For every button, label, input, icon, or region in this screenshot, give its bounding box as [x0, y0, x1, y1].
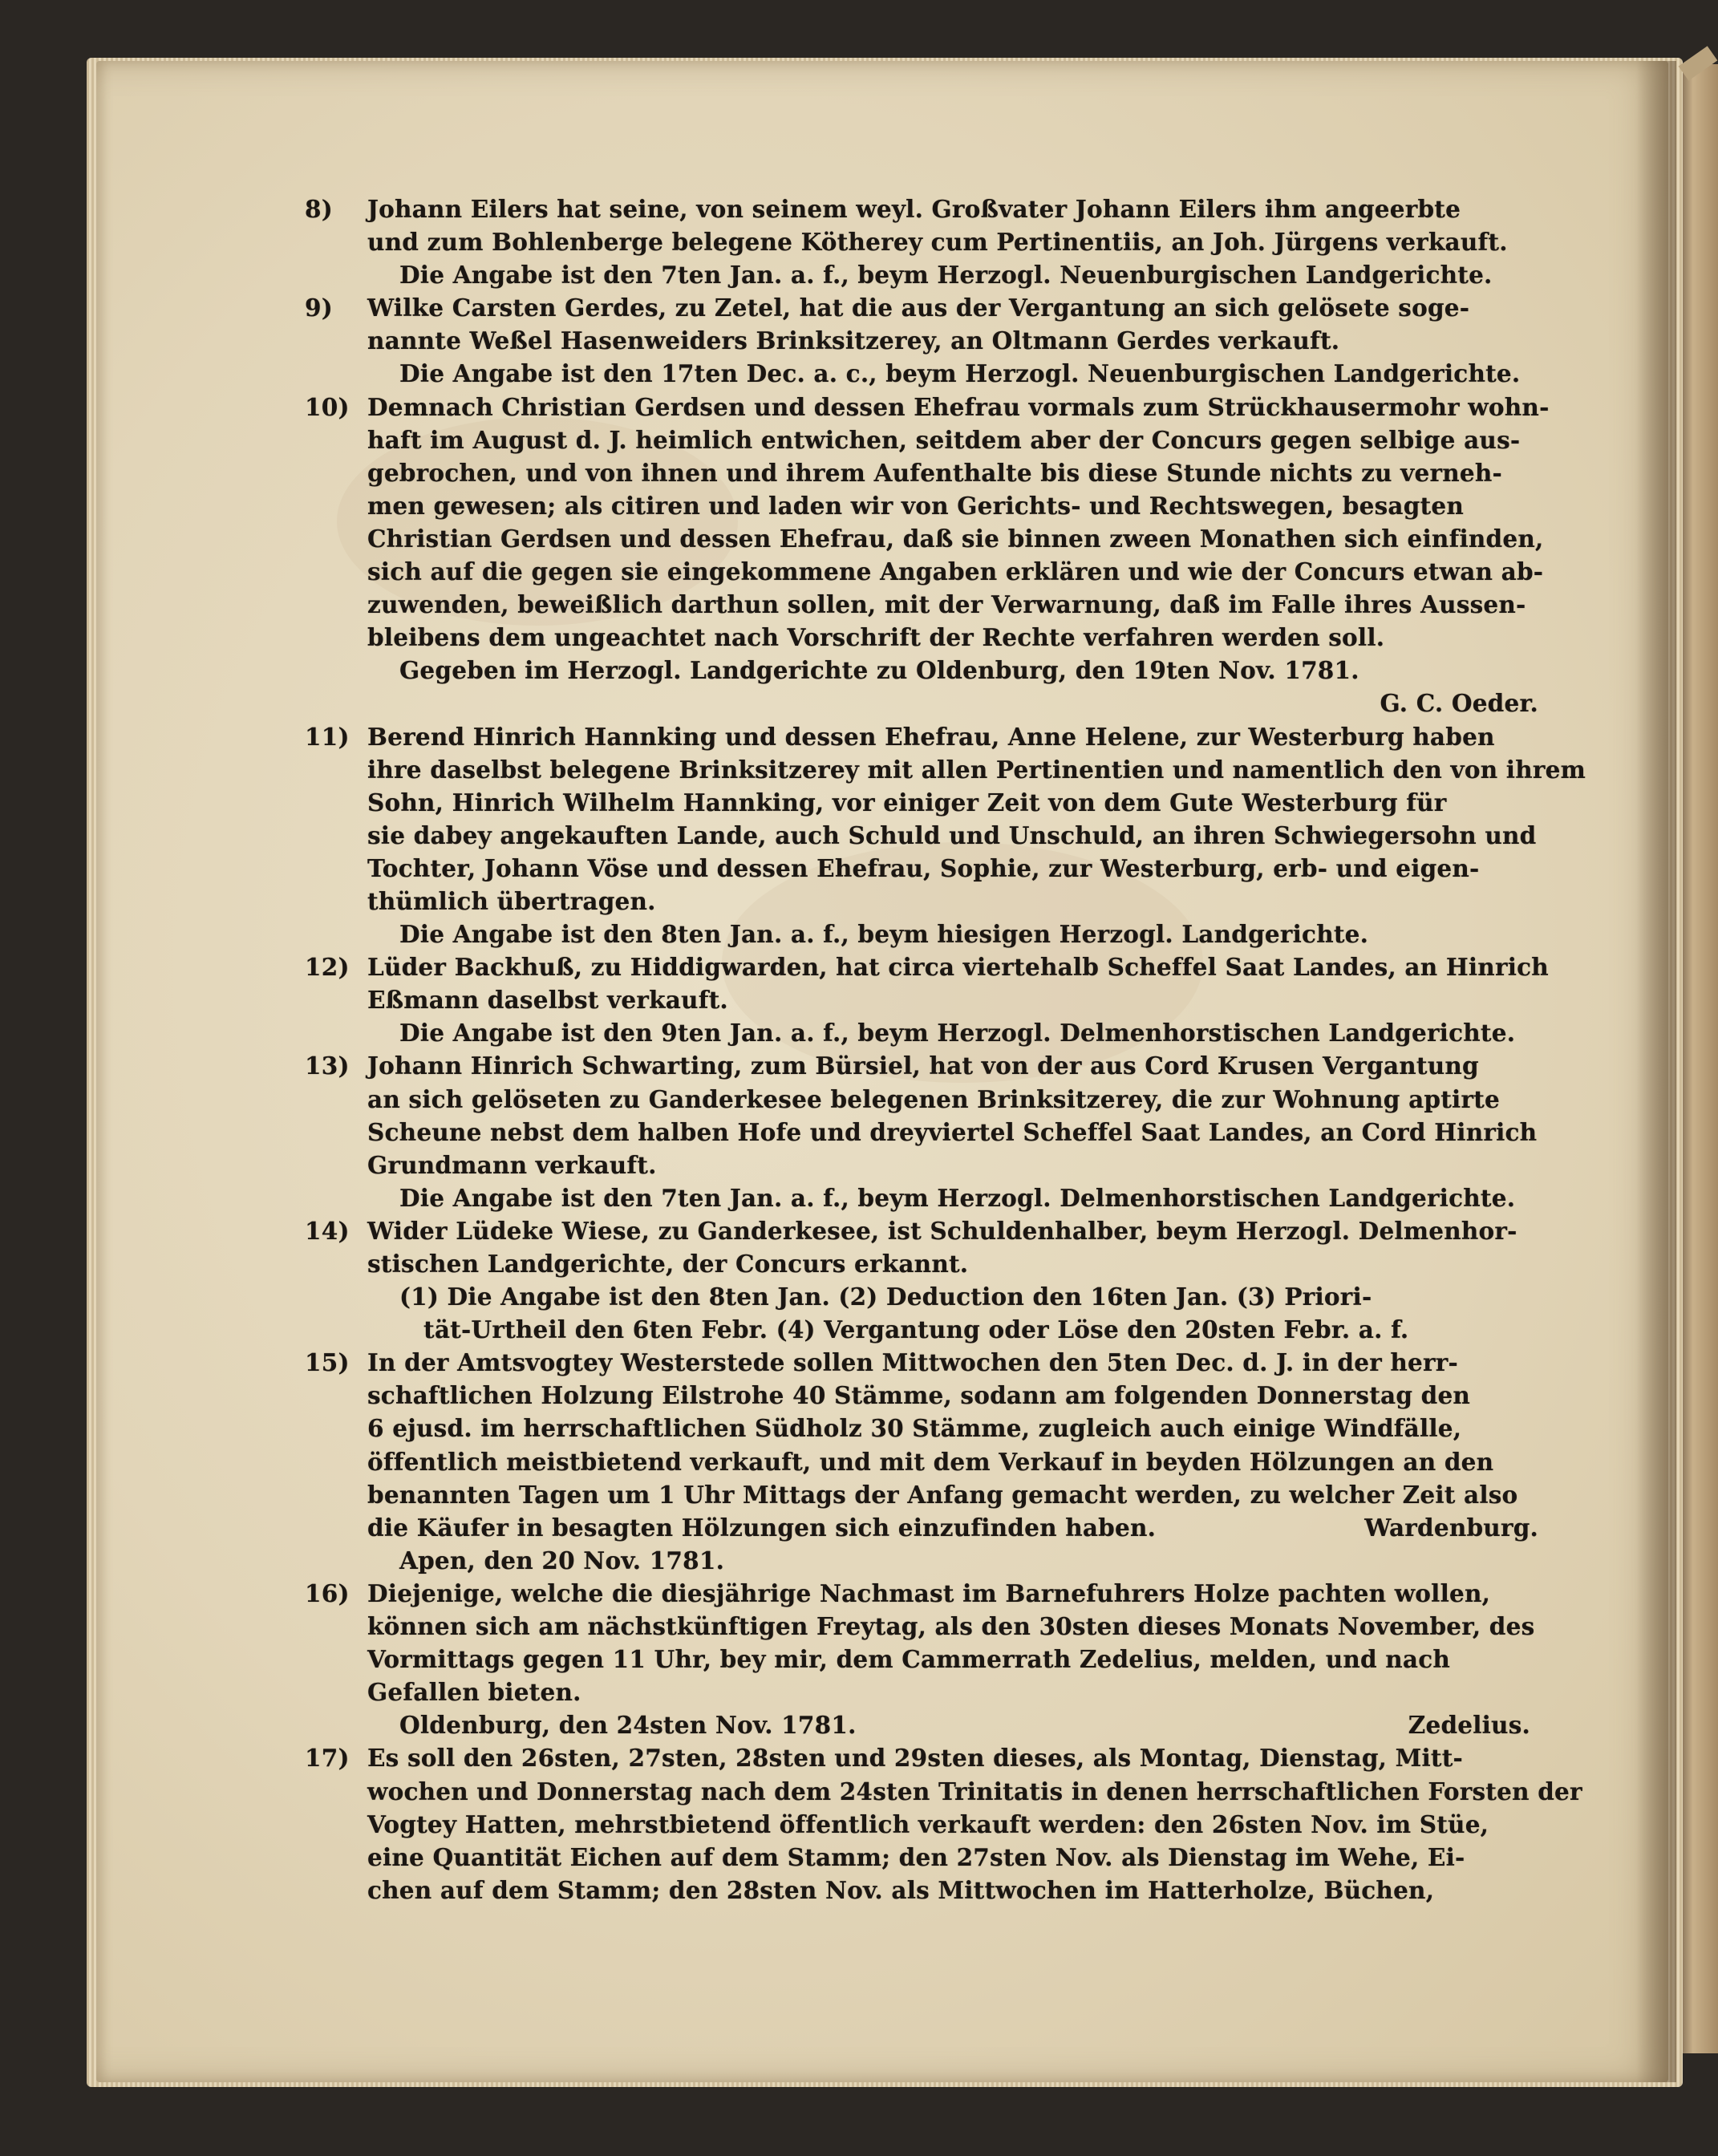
text-line: wochen und Donnerstag nach dem 24sten Trinitatis in denen herrschaftlichen Forsten der	[367, 1777, 1582, 1805]
entry-note: Gegeben im Herzogl. Landgerichte zu Oldenburg, den 19ten Nov. 1781.	[399, 656, 1359, 685]
entry-number: 14)	[305, 1216, 350, 1245]
text-line: nannte Weßel Hasenweiders Brinksitzerey, an Oltmann Gerdes verkauft.	[367, 326, 1340, 355]
entry-signature: Wardenburg.	[1364, 1513, 1538, 1542]
text-line: zuwenden, beweißlich darthun sollen, mit der Verwarnung, daß im Falle ihres Aussen-	[367, 590, 1526, 619]
entry-note: Die Angabe ist den 7ten Jan. a. f., beym Herzogl. Neuenburgischen Landgerichte.	[399, 261, 1493, 290]
text-line: sich auf die gegen sie eingekommene Angaben erklären und wie der Concurs etwan ab-	[367, 557, 1544, 586]
text-line: 8) Johann Eilers hat seine, von seinem weyl. Großvater Johann Eilers ihm angeerbte	[367, 192, 1562, 225]
entry-number: 13)	[305, 1052, 350, 1080]
entry-number: 17)	[305, 1744, 350, 1773]
entry-number: 12)	[305, 953, 350, 982]
entry-number: 16)	[305, 1578, 350, 1607]
book-gutter-shadow	[1636, 61, 1676, 2082]
text-line: 12) Lüder Backhuß, zu Hiddigwarden, hat circa viertehalb Scheffel Saat Landes, an Hinrich	[367, 950, 1562, 983]
text-line: die Käufer in besagten Hölzungen sich einzufinden haben. Wardenburg.	[367, 1511, 1562, 1544]
entry-number: 15)	[305, 1348, 350, 1377]
text-line: Christian Gerdsen und dessen Ehefrau, daß sie binnen zween Monathen sich einfinden,	[367, 524, 1544, 553]
text-line: bleibens dem ungeachtet nach Vorschrift der Rechte verfahren werden soll.	[367, 623, 1385, 652]
entry-number: 11)	[305, 722, 350, 751]
entry-signature: G. C. Oeder.	[1380, 689, 1538, 718]
text-line: Sohn, Hinrich Wilhelm Hannking, vor einiger Zeit von dem Gute Westerburg für	[367, 788, 1447, 817]
entry-number: 9)	[305, 294, 333, 322]
text-line: können sich am nächstkünftigen Freytag, als den 30sten dieses Monats November, des	[367, 1612, 1535, 1641]
entry-note: Die Angabe ist den 8ten Jan. a. f., beym hiesigen Herzogl. Landgerichte.	[399, 920, 1369, 949]
text-line: 6 ejusd. im herrschaftlichen Südholz 30 Stämme, zugleich auch einige Windfälle,	[367, 1414, 1462, 1443]
text-line: men gewesen; als citiren und laden wir von Gerichts- und Rechtswegen, besagten	[367, 491, 1464, 520]
text-line: sie dabey angekauften Lande, auch Schuld und Unschuld, an ihren Schwiegersohn und	[367, 821, 1537, 849]
text-line: 10) Demnach Christian Gerdsen und dessen Ehefrau vormals zum Strückhausermohr wohn-	[367, 391, 1562, 424]
text-line: 17) Es soll den 26sten, 27sten, 28sten und 29sten dieses, als Montag, Dienstag, Mitt-	[367, 1741, 1562, 1774]
entry-schedule: tät-Urtheil den 6ten Febr. (4) Vergantung oder Löse den 20sten Febr. a. f.	[423, 1315, 1409, 1344]
text-line: chen auf dem Stamm; den 28sten Nov. als Mittwochen im Hatterholze, Büchen,	[367, 1875, 1435, 1904]
text-line: 11) Berend Hinrich Hannking und dessen Ehefrau, Anne Helene, zur Westerburg haben	[367, 720, 1562, 753]
text-line: 13) Johann Hinrich Schwarting, zum Bürsiel, hat von der aus Cord Krusen Vergantung	[367, 1049, 1562, 1082]
text-line: 15) In der Amtsvogtey Westerstede sollen Mittwochen den 5ten Dec. d. J. in der herr-	[367, 1346, 1562, 1379]
text-line: Vogtey Hatten, mehrstbietend öffentlich verkauft werden: den 26sten Nov. im Stüe,	[367, 1810, 1489, 1838]
text-line: eine Quantität Eichen auf dem Stamm; den 27sten Nov. als Dienstag im Wehe, Ei-	[367, 1842, 1465, 1871]
text-line: öffentlich meistbietend verkauft, und mit dem Verkauf in beyden Hölzungen an den	[367, 1447, 1494, 1476]
text-line: Gefallen bieten.	[367, 1678, 581, 1707]
text-line: gebrochen, und von ihnen und ihrem Aufenthalte bis diese Stunde nichts zu verneh-	[367, 458, 1502, 487]
text-line: Tochter, Johann Vöse und dessen Ehefrau, Sophie, zur Westerburg, erb- und eigen-	[367, 853, 1480, 882]
entry-signature: Zedelius.	[1408, 1711, 1530, 1740]
entry-note: Die Angabe ist den 9ten Jan. a. f., beym Herzogl. Delmenhorstischen Landgerichte.	[399, 1019, 1516, 1048]
text-line: an sich gelöseten zu Ganderkesee belegenen Brinksitzerey, die zur Wohnung aptirte	[367, 1084, 1500, 1113]
text-line: Scheune nebst dem halben Hofe und dreyviertel Scheffel Saat Landes, an Cord Hinrich	[367, 1117, 1538, 1146]
text-line: 14) Wider Lüdeke Wiese, zu Ganderkesee, ist Schuldenhalber, beym Herzogl. Delmenhor-	[367, 1214, 1562, 1247]
entry-number: 10)	[305, 392, 350, 421]
text-line: Grundmann verkauft.	[367, 1150, 657, 1179]
entry-schedule: (1) Die Angabe ist den 8ten Jan. (2) Deduction den 16ten Jan. (3) Priori-	[399, 1283, 1372, 1311]
document-text	[305, 192, 1586, 1907]
text-line: stischen Landgerichte, der Concurs erkannt.	[367, 1250, 969, 1278]
entry-closing	[367, 1708, 1562, 1741]
text-line: und zum Bohlenberge belegene Kötherey cum Pertinentiis, an Joh. Jürgens verkauft.	[367, 228, 1508, 257]
text-line: schaftlichen Holzung Eilstrohe 40 Stämme, sodann am folgenden Donnerstag den	[367, 1381, 1471, 1410]
text-line: haft im August d. J. heimlich entwichen, seitdem aber der Concurs gegen selbige aus-	[367, 425, 1521, 454]
entry-note: Die Angabe ist den 7ten Jan. a. f., beym Herzogl. Delmenhorstischen Landgerichte.	[399, 1183, 1516, 1212]
text-line: 16) Diejenige, welche die diesjährige Nachmast im Barnefuhrers Holze pachten wollen,	[367, 1577, 1562, 1610]
entry-number: 8)	[305, 195, 333, 223]
entry-note: Die Angabe ist den 17ten Dec. a. c., beym Herzogl. Neuenburgischen Landgerichte.	[399, 359, 1521, 388]
text-line: benannten Tagen um 1 Uhr Mittags der Anfang gemacht werden, zu welcher Zeit also	[367, 1480, 1518, 1509]
entry-note: Apen, den 20 Nov. 1781.	[399, 1546, 725, 1574]
text-line: 9) Wilke Carsten Gerdes, zu Zetel, hat die aus der Vergantung an sich gelösete soge-	[367, 291, 1562, 324]
text-line: thümlich übertragen.	[367, 886, 656, 915]
text-line: Eßmann daselbst verkauft.	[367, 986, 728, 1015]
text-line: Vormittags gegen 11 Uhr, bey mir, dem Cammerrath Zedelius, melden, und nach	[367, 1645, 1451, 1674]
text-line: ihre daselbst belegene Brinksitzerey mit allen Pertinentien und namentlich den von ihrem	[367, 755, 1586, 784]
entry-note: Oldenburg, den 24sten Nov. 1781.	[399, 1711, 857, 1740]
